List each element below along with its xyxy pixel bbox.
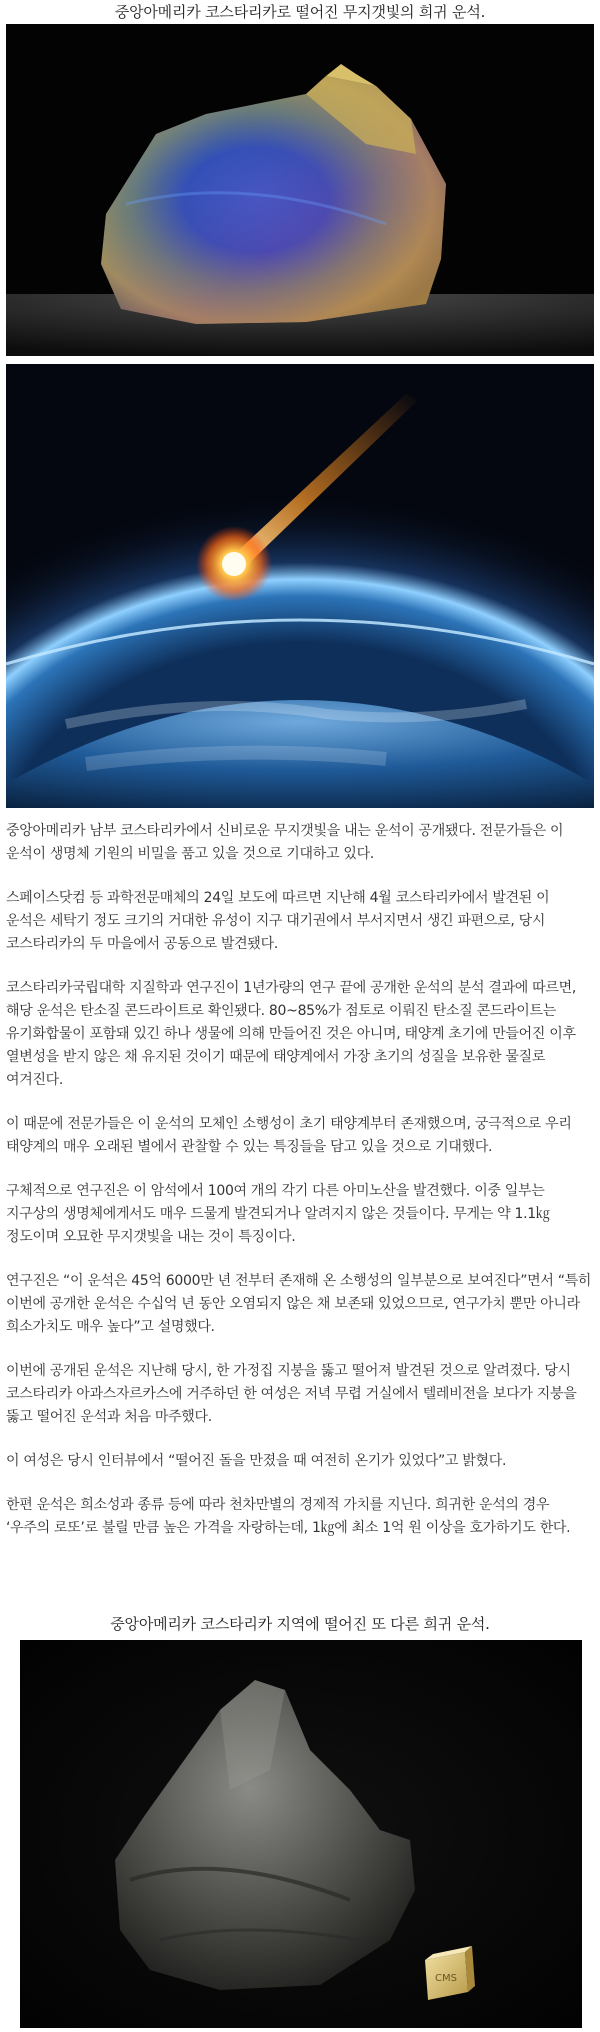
article-body — [6, 820, 592, 1561]
gray-meteorite-photo — [20, 1640, 582, 2028]
paragraph: 코스타리카국립대학 지질학과 연구진이 1년가량의 연구 끝에 공개한 운석의 분석 결과에 따르면, 해당 운석은 탄소질 콘드라이트로 확인됐다. 80~85%가 점토로 이뤄진 탄소질 콘드라이트는 유기화합물이 포함돼 있긴 하나 생물에 의해 만들어진 것은 아니며, 태양계 초기에 만들어진 이후 열변성을 받지 않은 채 유지된 것이기 때문에 태양계에서 가장 초기의 성질을 보유한 물질로 여겨진다. — [6, 980, 576, 1088]
scale-cube-label: CMS — [435, 1973, 457, 1984]
rainbow-meteorite-photo — [6, 24, 594, 356]
paragraph: 이번에 공개된 운석은 지난해 당시, 한 가정집 지붕을 뚫고 떨어져 발견된 것으로 알려졌다. 당시 코스타리카 아과스자르카스에 거주하던 한 여성은 저녁 무렵 거실에서 텔레비전을 보다가 지붕을 뚫고 떨어진 운석과 처음 마주했다. — [6, 1363, 577, 1425]
meteor-earth-photo — [6, 364, 594, 808]
paragraph: 스페이스닷컴 등 과학전문매체의 24일 보도에 따르면 지난해 4월 코스타리카에서 발견된 이 운석은 세탁기 정도 크기의 거대한 유성이 지구 대기권에서 부서지면서 생긴 파편으로, 당시 코스타리카의 두 마을에서 공동으로 발견됐다. — [6, 890, 550, 952]
paragraph: 한편 운석은 희소성과 종류 등에 따라 천차만별의 경제적 가치를 지닌다. 희귀한 운석의 경우 ‘우주의 로또’로 불릴 만큼 높은 가격을 자랑하는데, 1㎏에 최소 1억 원 이상을 호가하기도 한다. — [6, 1497, 571, 1536]
paragraph: 이 때문에 전문가들은 이 운석의 모체인 소행성이 초기 태양계부터 존재했으며, 궁극적으로 우리 태양계의 매우 오래된 별에서 관찰할 수 있는 특징들을 담고 있을 것으로 기대했다. — [6, 1116, 572, 1155]
top-image-caption: 중앙아메리카 코스타리카로 떨어진 무지갯빛의 희귀 운석. — [114, 3, 486, 21]
paragraph: 구체적으로 연구진은 이 암석에서 100여 개의 각기 다른 아미노산을 발견했다. 이중 일부는 지구상의 생명체에게서도 매우 드물게 발견되거나 알려지지 않은 것들이다. 무게는 약 1.1㎏ 정도이며 오묘한 무지갯빛을 내는 것이 특징이다. — [6, 1183, 550, 1245]
bottom-image-caption: 중앙아메리카 코스타리카 지역에 떨어진 또 다른 희귀 운석. — [110, 1615, 490, 1633]
paragraph: 이 여성은 당시 인터뷰에서 “떨어진 돌을 만졌을 때 여전히 온기가 있었다”고 밝혔다. — [6, 1453, 507, 1469]
paragraph: 연구진은 “이 운석은 45억 6000만 년 전부터 존재해 온 소행성의 일부분으로 보여진다”면서 “특히 이번에 공개한 운석은 수십억 년 동안 오염되지 않은 채 보존돼 있었으므로, 연구가치 뿐만 아니라 희소가치도 매우 높다”고 설명했다. — [6, 1273, 592, 1335]
paragraph: 중앙아메리카 남부 코스타리카에서 신비로운 무지갯빛을 내는 운석이 공개됐다. 전문가들은 이 운석이 생명체 기원의 비밀을 품고 있을 것으로 기대하고 있다. — [6, 823, 564, 862]
